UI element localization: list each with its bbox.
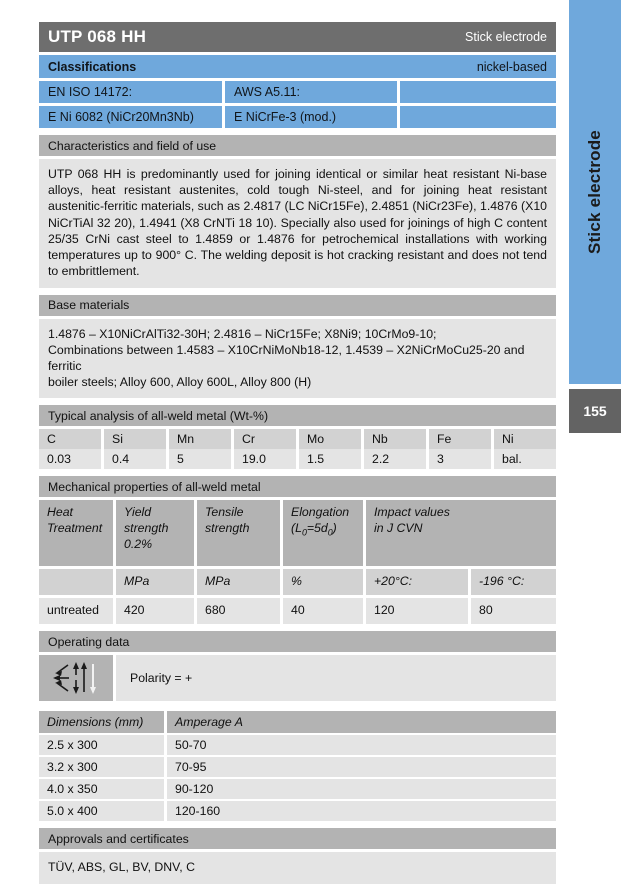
value-impact-20c: 120 bbox=[366, 598, 468, 624]
analysis-element: Si bbox=[104, 429, 166, 449]
classification-row bbox=[39, 106, 556, 128]
approvals-header: Approvals and certificates bbox=[39, 828, 556, 849]
table-row bbox=[39, 757, 556, 777]
analysis-value: 0.03 bbox=[39, 449, 101, 469]
analysis-element: Nb bbox=[364, 429, 426, 449]
analysis-element: Cr bbox=[234, 429, 296, 449]
analysis-value: 3 bbox=[429, 449, 491, 469]
analysis-value-row bbox=[39, 449, 556, 469]
dimension-value: 2.5 x 300 bbox=[39, 735, 164, 755]
value-yield: 420 bbox=[116, 598, 194, 624]
col-yield-strength bbox=[116, 500, 194, 566]
unit-impact-196c: -196 °C: bbox=[471, 569, 556, 595]
dimensions-header-row bbox=[39, 711, 556, 733]
section-tab-stick-electrode bbox=[569, 0, 621, 384]
value-impact-196c: 80 bbox=[471, 598, 556, 624]
value-treatment: untreated bbox=[39, 598, 113, 624]
analysis-value: 0.4 bbox=[104, 449, 166, 469]
analysis-value: bal. bbox=[494, 449, 556, 469]
base-materials-line-1: 1.4876 – X10NiCrAlTi32-30H; 2.4816 – NiCr15Fe; X8Ni9; 10CrMo9-10; bbox=[48, 326, 437, 341]
datasheet-body bbox=[39, 22, 556, 884]
analysis-element: Mn bbox=[169, 429, 231, 449]
mechanical-header: Mechanical properties of all-weld metal bbox=[39, 476, 556, 497]
side-column bbox=[569, 0, 621, 766]
unit-yield: MPa bbox=[116, 569, 194, 595]
elong-paren-open: (L bbox=[291, 521, 302, 536]
elongation-line2 bbox=[291, 521, 355, 539]
polarity-value: Polarity = + bbox=[116, 655, 556, 701]
table-row bbox=[39, 801, 556, 821]
standard-value-extra bbox=[400, 106, 556, 128]
col-tensile-strength bbox=[197, 500, 280, 566]
analysis-element: Ni bbox=[494, 429, 556, 449]
mechanical-units-row bbox=[39, 569, 556, 595]
amperage-value: 90-120 bbox=[167, 779, 556, 799]
analysis-header-row bbox=[39, 429, 556, 449]
standard-label-extra bbox=[400, 81, 556, 103]
col-elongation bbox=[283, 500, 363, 566]
value-elongation: 40 bbox=[283, 598, 363, 624]
standard-value-aws: E NiCrFe-3 (mod.) bbox=[225, 106, 397, 128]
alloy-base: nickel-based bbox=[476, 59, 547, 74]
impact-line2: in J CVN bbox=[374, 521, 423, 536]
product-title-bar bbox=[39, 22, 556, 52]
mechanical-data-row bbox=[39, 598, 556, 624]
section-tab-label: Stick electrode bbox=[585, 130, 604, 254]
unit-blank bbox=[39, 569, 113, 595]
dimension-value: 4.0 x 350 bbox=[39, 779, 164, 799]
base-materials-text bbox=[39, 319, 556, 399]
value-tensile: 680 bbox=[197, 598, 280, 624]
col-impact-values bbox=[366, 500, 556, 566]
classification-row bbox=[39, 81, 556, 103]
amperage-value: 70-95 bbox=[167, 757, 556, 777]
analysis-value: 2.2 bbox=[364, 449, 426, 469]
table-row bbox=[39, 779, 556, 799]
characteristics-text: UTP 068 HH is predominantly used for joining identical or similar heat resistant Ni-base alloys, heat resistant austenites, cold tough Ni-steel, and for joining heat resistant austenitic-ferritic materials, such as 2.4817 (LC NiCr15Fe), 2.4851 (NiCr23Fe), 1.4876 (X10 NiCrTiAl 32 20), 1.4941 (X8 CrNTi 18 10). Specially also used for joinings of high C content 25/35 CrNi cast steel to 1.4859 or 1.4876 for petrochemical installations with working temperatures up to 900° C. The welding deposit is hot cracking resistant and does not tend to embrittlement. bbox=[39, 159, 556, 288]
elong-mid: =5d bbox=[306, 521, 328, 536]
heat-treatment-line1: Heat bbox=[47, 505, 73, 520]
analysis-element: Fe bbox=[429, 429, 491, 449]
operating-data-row bbox=[39, 655, 556, 701]
elong-sub-2: 0 bbox=[327, 527, 333, 538]
yield-line1: Yield bbox=[124, 505, 152, 520]
tensile-line1: Tensile bbox=[205, 505, 244, 520]
base-materials-line-3: boiler steels; Alloy 600, Alloy 600L, Alloy 800 (H) bbox=[48, 375, 312, 390]
dimension-value: 3.2 x 300 bbox=[39, 757, 164, 777]
col-amperage: Amperage A bbox=[167, 711, 556, 733]
classifications-header bbox=[39, 55, 556, 78]
base-materials-line-2: Combinations between 1.4583 – X10CrNiMoNb18-12, 1.4539 – X2NiCrMoCu25-20 and ferritic bbox=[48, 342, 525, 373]
amperage-value: 120-160 bbox=[167, 801, 556, 821]
analysis-value: 1.5 bbox=[299, 449, 361, 469]
standard-label-en: EN ISO 14172: bbox=[39, 81, 222, 103]
standard-label-aws: AWS A5.11: bbox=[225, 81, 397, 103]
unit-elongation: % bbox=[283, 569, 363, 595]
base-materials-header: Base materials bbox=[39, 295, 556, 316]
tensile-line2: strength bbox=[205, 521, 250, 536]
analysis-table bbox=[39, 429, 556, 469]
standard-value-en: E Ni 6082 (NiCr20Mn3Nb) bbox=[39, 106, 222, 128]
elongation-line1: Elongation bbox=[291, 505, 350, 520]
elong-sub-1: 0 bbox=[301, 527, 307, 538]
product-category: Stick electrode bbox=[465, 30, 547, 44]
yield-line2: strength bbox=[124, 521, 169, 536]
product-name: UTP 068 HH bbox=[48, 27, 147, 46]
mechanical-header-row bbox=[39, 500, 556, 566]
heat-treatment-line2: Treatment bbox=[47, 521, 103, 536]
classifications-title: Classifications bbox=[48, 59, 137, 74]
elong-paren-close: ) bbox=[332, 521, 337, 536]
unit-tensile: MPa bbox=[197, 569, 280, 595]
approvals-list: TÜV, ABS, GL, BV, DNV, C bbox=[39, 852, 556, 883]
amperage-value: 50-70 bbox=[167, 735, 556, 755]
analysis-value: 19.0 bbox=[234, 449, 296, 469]
col-heat-treatment bbox=[39, 500, 113, 566]
dimensions-table bbox=[39, 711, 556, 821]
page-number: 155 bbox=[583, 403, 607, 419]
mechanical-table bbox=[39, 500, 556, 624]
unit-impact-20c: +20°C: bbox=[366, 569, 468, 595]
analysis-value: 5 bbox=[169, 449, 231, 469]
analysis-header: Typical analysis of all-weld metal (Wt-%) bbox=[39, 405, 556, 426]
col-dimensions: Dimensions (mm) bbox=[39, 711, 164, 733]
impact-line1: Impact values bbox=[374, 505, 450, 520]
characteristics-header: Characteristics and field of use bbox=[39, 135, 556, 156]
analysis-element: C bbox=[39, 429, 101, 449]
dimension-value: 5.0 x 400 bbox=[39, 801, 164, 821]
yield-line3: 0.2% bbox=[124, 537, 153, 552]
welding-positions-icon bbox=[39, 655, 113, 701]
operating-data-header: Operating data bbox=[39, 631, 556, 652]
page-number-block bbox=[569, 389, 621, 433]
analysis-element: Mo bbox=[299, 429, 361, 449]
table-row bbox=[39, 735, 556, 755]
